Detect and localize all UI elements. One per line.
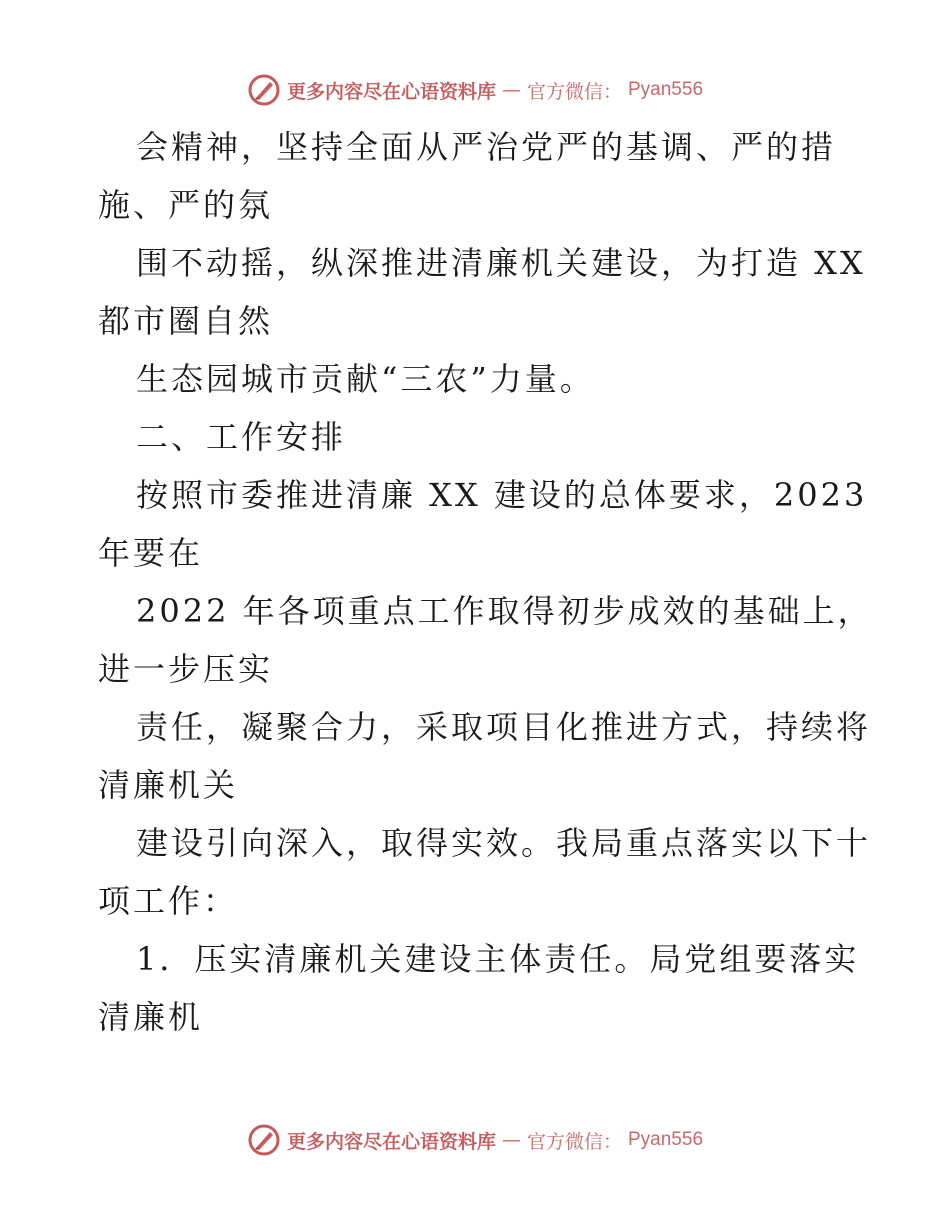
text-line: 责任，凝聚合力，采取项目化推进方式，持续将 (136, 708, 872, 746)
quill-logo-icon (247, 73, 281, 107)
watermark-footer (0, 1120, 950, 1160)
watermark-label: 官方微信： (526, 80, 622, 103)
watermark-header (0, 70, 950, 110)
text-line: 项工作： (98, 882, 239, 920)
text-line: 围不动摇，纵深推进清廉机关建设，为打造 XX (136, 244, 866, 282)
watermark-dash: — (501, 79, 521, 101)
text-line: 会精神，坚持全面从严治党严的基调、严的措 (136, 128, 837, 166)
watermark-wechat-id: Pyan556 (628, 1129, 704, 1150)
text-line: 施、严的氛 (98, 186, 274, 224)
text-line: 进一步压实 (98, 650, 274, 688)
text-line: 都市圈自然 (98, 302, 274, 340)
text-line: 按照市委推进清廉 XX 建设的总体要求，2023 (136, 476, 868, 514)
text-line: 清廉机 (98, 998, 204, 1036)
document-body (98, 118, 873, 1046)
section-heading: 二、工作安排 (136, 418, 347, 456)
text-line: 2022 年各项重点工作取得初步成效的基础上， (136, 592, 873, 630)
watermark-dash: — (501, 1129, 521, 1151)
watermark-main-text: 更多内容尽在心语资料库 (286, 80, 496, 103)
text-line: 生态园城市贡献“三农”力量。 (136, 360, 595, 398)
watermark-label: 官方微信： (526, 1130, 622, 1153)
text-line: 年要在 (98, 534, 204, 572)
list-item-heading: 1．压实清廉机关建设主体责任。局党组要落实 (136, 940, 860, 978)
text-line: 清廉机关 (98, 766, 239, 804)
text-line: 建设引向深入，取得实效。我局重点落实以下十 (136, 824, 872, 862)
quill-logo-icon (247, 1123, 281, 1157)
watermark-main-text: 更多内容尽在心语资料库 (286, 1130, 496, 1153)
watermark-wechat-id: Pyan556 (628, 79, 704, 100)
